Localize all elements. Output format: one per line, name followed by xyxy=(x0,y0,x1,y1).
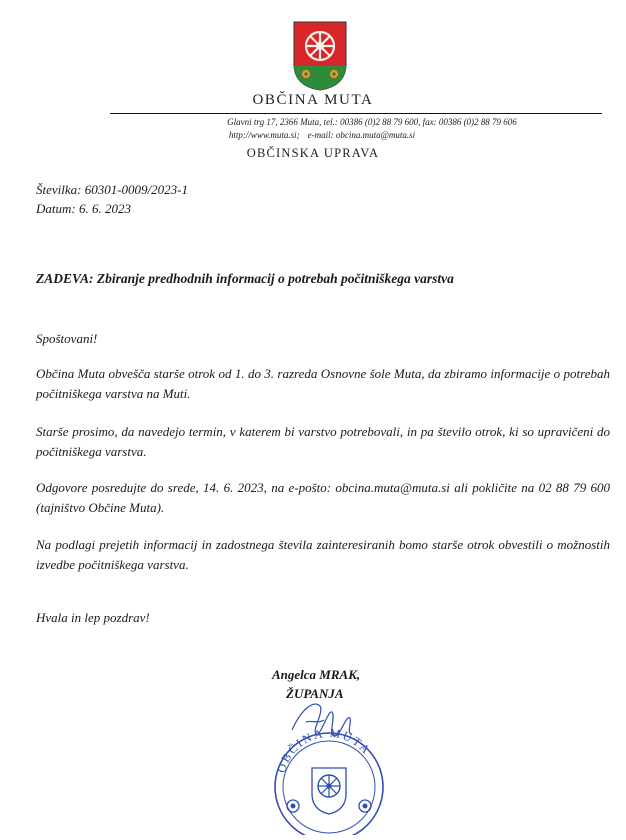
letterhead-divider xyxy=(110,113,602,114)
municipal-stamp-icon xyxy=(262,690,392,835)
document-number: Številka: 60301-0009/2023-1 xyxy=(36,182,188,197)
paragraph-3: Odgovore posredujte do srede, 14. 6. 2023, na e-pošto: obcina.muta@muta.si ali pokličite na 02 88 79 600 (tajništvo Občine Muta). xyxy=(36,480,610,515)
coat-of-arms-wheel-icon xyxy=(292,20,348,92)
salutation: Spoštovani! xyxy=(36,331,98,346)
paragraph-2: Starše prosimo, da navedejo termin, v katerem bi varstvo potrebovali, in pa število otrok, ki so upravičeni do počitniškega varstva. xyxy=(36,424,610,459)
signatory-name: Angelca MRAK, xyxy=(272,667,361,682)
letterhead-email: e-mail: obcina.muta@muta.si xyxy=(307,130,416,140)
letterhead-web: http://www.muta.si; xyxy=(228,130,300,140)
letterhead-contacts xyxy=(0,130,626,140)
municipality-name: OBČINA MUTA xyxy=(252,92,374,108)
document-date: Datum: 6. 6. 2023 xyxy=(36,201,131,216)
paragraph-1: Občina Muta obvešča starše otrok od 1. do 3. razreda Osnovne šole Muta, da zbiramo informacije o potrebah počitniškega varstva na Muti. xyxy=(36,366,610,401)
subject-line: ZADEVA: Zbiranje predhodnih informacij o potrebah počitniškega varstva xyxy=(36,271,454,286)
department-name: OBČINSKA UPRAVA xyxy=(246,146,380,160)
signatory-title: ŽUPANJA xyxy=(286,686,344,701)
paragraph-4: Na podlagi prejetih informacij in zadostnega števila zainteresiranih bomo starše otrok obvestili o možnostih izvedbe počitniškega varstva. xyxy=(36,537,610,572)
letterhead-address: Glavni trg 17, 2366 Muta, tel.: 00386 (0)2 88 79 600, fax: 00386 (0)2 88 79 606 xyxy=(227,117,517,127)
closing: Hvala in lep pozdrav! xyxy=(36,610,150,625)
stamp-text: OBČINA MUTA xyxy=(273,725,374,775)
